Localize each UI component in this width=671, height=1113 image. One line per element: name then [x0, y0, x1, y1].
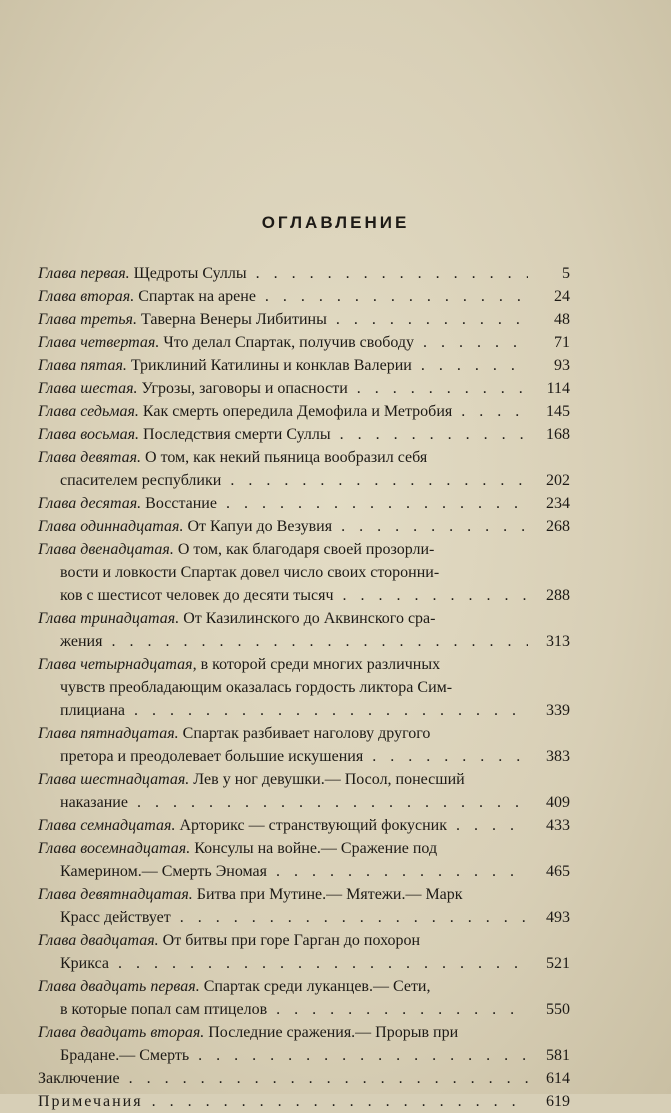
chapter-title-line: Заключение	[38, 1070, 120, 1087]
page-number: 409	[546, 794, 570, 811]
chapter-label: Глава двадцать вторая.	[38, 1024, 205, 1041]
page-number: 581	[546, 1047, 570, 1064]
dot-leader	[267, 1001, 528, 1018]
chapter-label: Глава семнадцатая.	[38, 817, 176, 834]
page-number: 5	[562, 265, 570, 282]
chapter-title-line: Щедроты Суллы	[133, 265, 247, 282]
dot-leader	[267, 863, 528, 880]
page-number: 268	[546, 518, 570, 535]
toc-entry	[38, 354, 570, 377]
toc-entry	[38, 492, 570, 515]
chapter-title-line: Спартак среди луканцев.— Сети,	[203, 978, 431, 995]
chapter-label: Глава двадцать первая.	[38, 978, 200, 995]
page-number: 93	[554, 357, 570, 374]
chapter-title-line: спасителем республики	[60, 472, 222, 489]
chapter-title-line: Угрозы, заговоры и опасности	[141, 380, 348, 397]
page-number: 168	[546, 426, 570, 443]
toc-entry	[38, 768, 570, 814]
page-number: 71	[554, 334, 570, 351]
chapter-title-line: Крикса	[60, 955, 110, 972]
toc-entry	[38, 446, 570, 492]
chapter-label: Глава пятая.	[38, 357, 127, 374]
toc-entry	[38, 538, 570, 607]
chapter-title-line: Арторикс — странствующий фокусник	[179, 817, 448, 834]
page-number: 339	[546, 702, 570, 719]
dot-leader	[102, 633, 528, 650]
page-number: 521	[546, 955, 570, 972]
dot-leader	[334, 587, 529, 604]
page-number: 24	[554, 288, 570, 305]
chapter-title-line: ков с шестисот человек до десяти тысяч	[60, 587, 334, 604]
chapter-title-line: Консулы на войне.— Сражение под	[194, 840, 438, 857]
page-number: 202	[546, 472, 570, 489]
chapter-title-line: О том, как благодаря своей прозорли-	[177, 541, 435, 558]
toc-entry	[38, 423, 570, 446]
toc-entry	[38, 814, 570, 837]
page-number: 383	[546, 748, 570, 765]
chapter-label: Глава восьмая.	[38, 426, 140, 443]
dot-leader	[348, 380, 528, 397]
toc-entry	[38, 1090, 570, 1113]
toc-entry	[38, 975, 570, 1021]
toc-entry	[38, 883, 570, 929]
chapter-title-line: жения	[60, 633, 103, 650]
chapter-title-line: Примечания	[38, 1093, 143, 1110]
dot-leader	[120, 1070, 528, 1087]
chapter-title-line: Спартак разбивает наголову другого	[182, 725, 431, 742]
page-number: 288	[546, 587, 570, 604]
chapter-title-line: От битвы при горе Гарган до похорон	[162, 932, 421, 949]
chapter-label: Глава тринадцатая.	[38, 610, 180, 627]
chapter-label: Глава одиннадцатая.	[38, 518, 184, 535]
dot-leader	[109, 955, 528, 972]
chapter-label: Глава девятнадцатая.	[38, 886, 193, 903]
chapter-title-line: Спартак на арене	[138, 288, 256, 305]
dot-leader	[447, 817, 528, 834]
chapter-title-line: претора и преодолевает большие искушения	[60, 748, 364, 765]
chapter-label: Глава вторая.	[38, 288, 135, 305]
chapter-label: Глава десятая.	[38, 495, 142, 512]
toc-entry	[38, 607, 570, 653]
toc-entry	[38, 400, 570, 423]
dot-leader	[256, 288, 528, 305]
toc-entry	[38, 1021, 570, 1067]
toc-entry	[38, 1067, 570, 1090]
chapter-title-line: Таверна Венеры Либитины	[140, 311, 327, 328]
dot-leader	[363, 748, 528, 765]
chapter-label: Глава двенадцатая.	[38, 541, 174, 558]
page-number: 114	[546, 380, 570, 397]
toc-entry	[38, 929, 570, 975]
chapter-title-line: вости и ловкости Спартак довел число своих сторонни-	[60, 564, 440, 581]
chapter-label: Глава первая.	[38, 265, 130, 282]
page-title: ОГЛАВЛЕНИЕ	[261, 213, 410, 232]
page-number: 48	[554, 311, 570, 328]
chapter-title-line: чувств преобладающим оказалась гордость ликтора Сим-	[60, 679, 453, 696]
chapter-label: Глава четвертая.	[38, 334, 160, 351]
chapter-title-line: наказание	[60, 794, 128, 811]
toc-entry	[38, 653, 570, 722]
dot-leader	[171, 909, 528, 926]
dot-leader	[247, 265, 528, 282]
chapter-title-line: Как смерть опередила Демофила и Метробия	[142, 403, 453, 420]
table-of-contents	[38, 262, 570, 1113]
chapter-label: Глава пятнадцатая.	[38, 725, 179, 742]
chapter-label: Глава двадцатая.	[38, 932, 159, 949]
dot-leader	[332, 518, 528, 535]
dot-leader	[331, 426, 528, 443]
page-number: 313	[546, 633, 570, 650]
dot-leader	[452, 403, 528, 420]
chapter-title-line: в которые попал сам птицелов	[60, 1001, 268, 1018]
chapter-title-line: Камерином.— Смерть Эномая	[60, 863, 268, 880]
chapter-label: Глава четырнадцатая,	[38, 656, 197, 673]
page-number: 493	[546, 909, 570, 926]
dot-leader	[412, 357, 528, 374]
chapter-title-line: Брадане.— Смерть	[60, 1047, 190, 1064]
chapter-title-line: От Казилинского до Аквинского сра-	[183, 610, 436, 627]
chapter-title-line: Восстание	[145, 495, 217, 512]
toc-entry	[38, 837, 570, 883]
page-number: 433	[546, 817, 570, 834]
dot-leader	[125, 702, 528, 719]
chapter-label: Глава седьмая.	[38, 403, 139, 420]
dot-leader	[217, 495, 528, 512]
chapter-title-line: Последние сражения.— Прорыв при	[208, 1024, 459, 1041]
toc-entry	[38, 308, 570, 331]
chapter-title-line: Лев у ног девушки.— Посол, понесший	[193, 771, 465, 788]
chapter-title-line: Битва при Мутине.— Мятежи.— Марк	[196, 886, 463, 903]
toc-entry	[38, 262, 570, 285]
chapter-title-line: Красс действует	[60, 909, 171, 926]
dot-leader	[327, 311, 528, 328]
page-number: 145	[546, 403, 570, 420]
chapter-title-line: О том, как некий пьяница вообразил себя	[145, 449, 428, 466]
toc-entry	[38, 331, 570, 354]
dot-leader	[189, 1047, 528, 1064]
dot-leader	[221, 472, 528, 489]
toc-entry	[38, 377, 570, 400]
toc-entry	[38, 285, 570, 308]
chapter-title-line: От Капуи до Везувия	[187, 518, 333, 535]
chapter-label: Глава девятая.	[38, 449, 142, 466]
chapter-title-line: Что делал Спартак, получив свободу	[163, 334, 415, 351]
page-number: 234	[546, 495, 570, 512]
toc-entry	[38, 515, 570, 538]
dot-leader	[143, 1093, 528, 1110]
dot-leader	[128, 794, 528, 811]
page-number: 619	[546, 1093, 570, 1110]
chapter-label: Глава третья.	[38, 311, 137, 328]
chapter-title-line: Последствия смерти Суллы	[143, 426, 331, 443]
page-number: 550	[546, 1001, 570, 1018]
page-number: 465	[546, 863, 570, 880]
toc-entry	[38, 722, 570, 768]
chapter-title-line: плициана	[60, 702, 125, 719]
dot-leader	[414, 334, 528, 351]
chapter-title-line: в которой среди многих различных	[200, 656, 441, 673]
chapter-label: Глава восемнадцатая.	[38, 840, 191, 857]
chapter-title-line: Триклиний Катилины и конклав Валерии	[130, 357, 412, 374]
page-number: 614	[546, 1070, 570, 1087]
chapter-label: Глава шестая.	[38, 380, 138, 397]
chapter-label: Глава шестнадцатая.	[38, 771, 190, 788]
